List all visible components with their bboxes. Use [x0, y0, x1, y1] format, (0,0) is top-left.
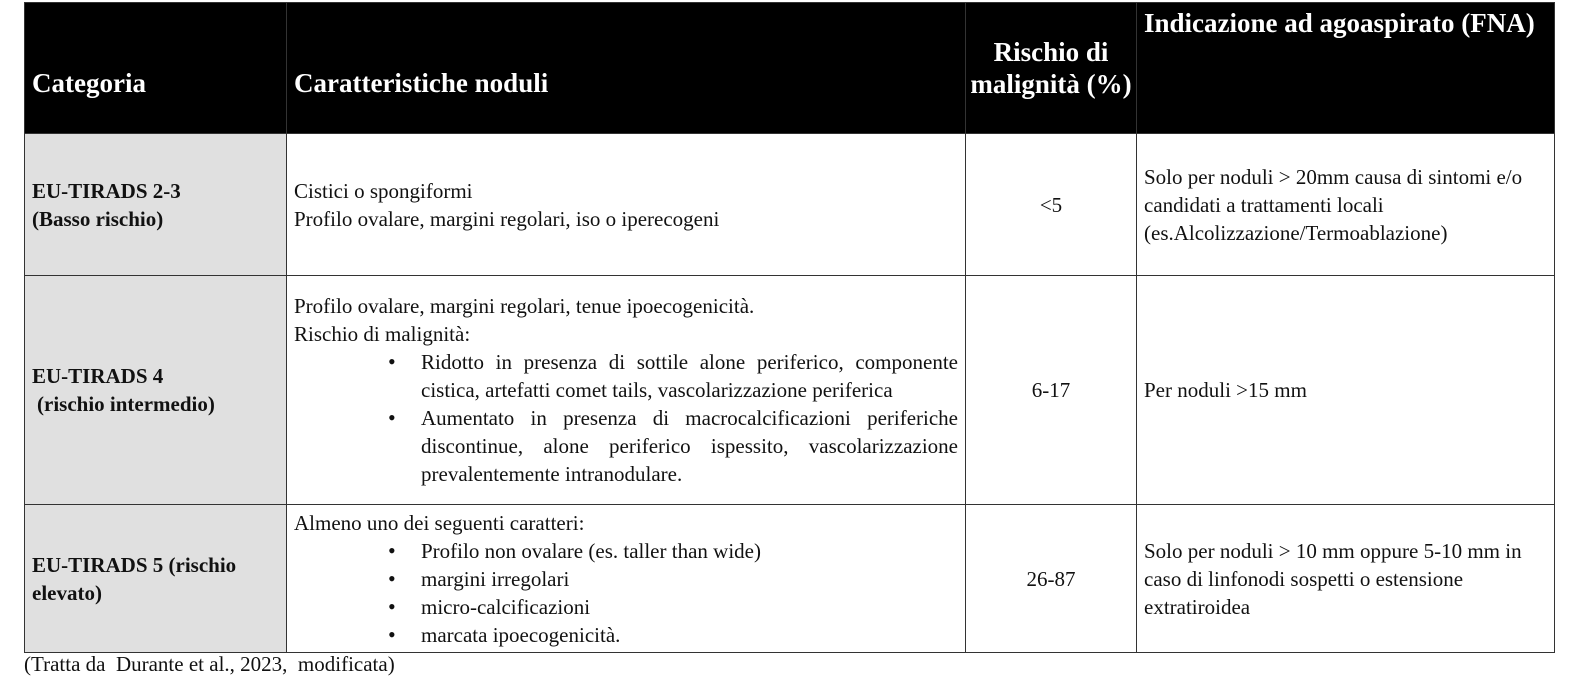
characteristic-line: Profilo ovalare, margini regolari, tenue ipoecogenicità. — [294, 294, 755, 318]
list-item: • Profilo non ovalare (es. taller than wide) — [294, 537, 958, 565]
fna-indication: Solo per noduli > 20mm causa di sintomi e/o candidati a trattamenti locali (es.Alcolizzazione/Termoablazione) — [1137, 134, 1555, 276]
features-list — [294, 537, 958, 649]
malignancy-risk-value: 6-17 — [966, 276, 1137, 505]
characteristic-line: Rischio di malignità: — [294, 322, 471, 346]
fna-indication: Solo per noduli > 10 mm oppure 5-10 mm in caso di linfonodi sospetti o estensione extratiroidea — [1137, 505, 1555, 653]
malignancy-risk-value: <5 — [966, 134, 1137, 276]
list-item: • marcata ipoecogenicità. — [294, 621, 958, 649]
table-row — [25, 134, 1555, 276]
category-risk-level: (rischio intermedio) — [37, 392, 215, 416]
category-name: EU-TIRADS 4 — [32, 364, 164, 388]
characteristics-cell — [287, 505, 966, 653]
characteristic-line: Profilo ovalare, margini regolari, iso o iperecogeni — [294, 206, 720, 231]
eu-tirads-table — [24, 2, 1555, 653]
category-cell — [25, 276, 287, 505]
category-cell — [25, 505, 287, 653]
header-fna-indication: Indicazione ad agoaspirato (FNA) — [1137, 3, 1555, 134]
category-risk-level: (Basso rischio) — [32, 206, 164, 231]
characteristics-cell — [287, 276, 966, 505]
header-category: Categoria — [25, 3, 287, 134]
table-header-row — [25, 3, 1555, 134]
malignancy-risk-value: 26-87 — [966, 505, 1137, 653]
characteristic-line: Almeno uno dei seguenti caratteri: — [294, 510, 585, 535]
category-cell — [25, 134, 287, 276]
source-footnote: (Tratta da Durante et al., 2023, modificata) — [24, 652, 395, 676]
fna-indication: Per noduli >15 mm — [1137, 276, 1555, 505]
category-risk-level: elevato) — [32, 580, 102, 605]
table-row — [25, 276, 1555, 505]
table-row — [25, 505, 1555, 653]
list-item: • Aumentato in presenza di macrocalcificazioni periferiche discontinue, alone periferico ispessito, vascolarizzazione prevalentemente intranodulare. — [294, 404, 958, 488]
list-item: • margini irregolari — [294, 565, 958, 593]
header-characteristics: Caratteristiche noduli — [287, 3, 966, 134]
header-malignancy-risk: Rischio di malignità (%) — [966, 3, 1137, 134]
characteristic-line: Cistici o spongiformi — [294, 178, 473, 203]
list-item: • micro-calcificazioni — [294, 593, 958, 621]
list-item: • Ridotto in presenza di sottile alone periferico, componente cistica, artefatti comet tails, vascolarizzazione periferica — [294, 348, 958, 404]
risk-modifiers-list — [294, 348, 958, 488]
category-name: EU-TIRADS 2-3 — [32, 178, 181, 203]
characteristics-cell — [287, 134, 966, 276]
category-name: EU-TIRADS 5 (rischio — [32, 552, 237, 577]
